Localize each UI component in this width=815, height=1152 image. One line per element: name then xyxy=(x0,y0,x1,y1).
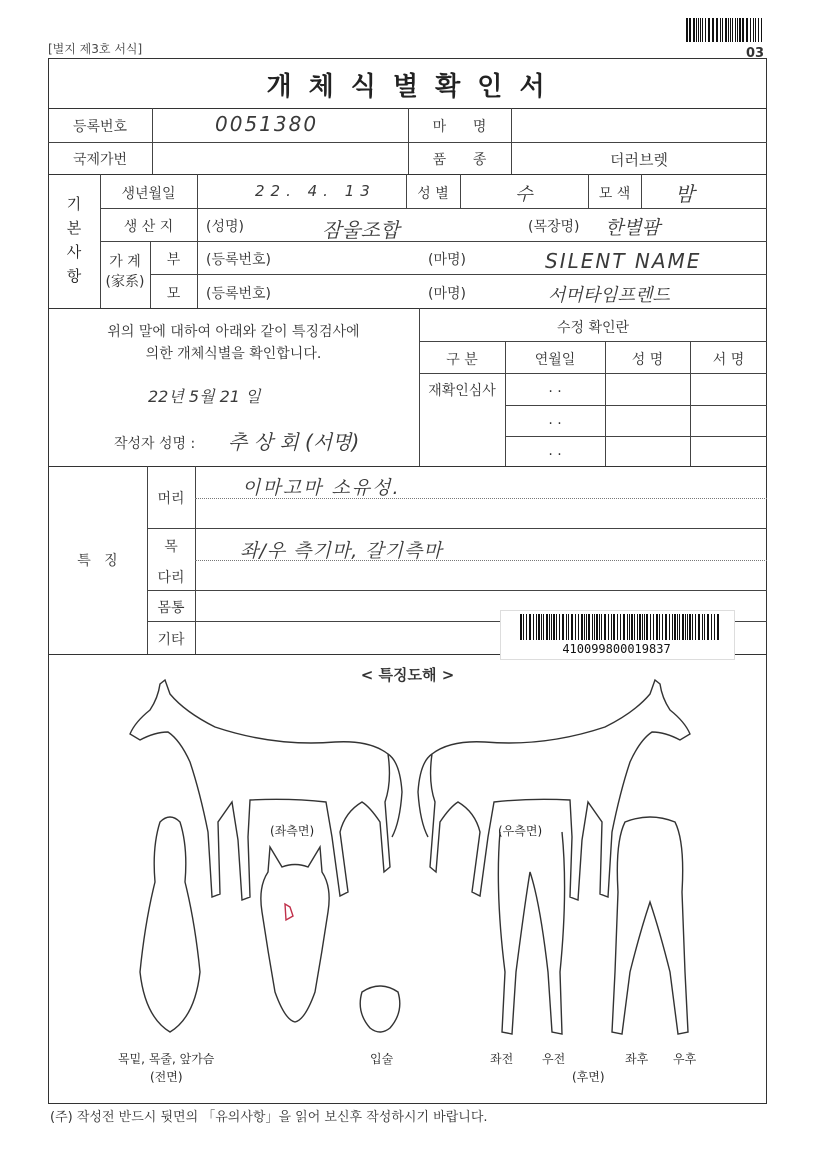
top-barcode xyxy=(686,18,764,42)
birth-date-value: 22. 4. 13 xyxy=(255,182,376,200)
revision-header-name: 성 명 xyxy=(631,352,664,368)
ranch-tag: (목장명) xyxy=(528,219,580,235)
breed-value: 더러브렛 xyxy=(610,151,668,169)
dam-name-value: 서머타임프렌드 xyxy=(548,285,670,306)
front-caption: 목밑, 목줄, 앞가슴 xyxy=(118,1052,215,1066)
head-label: 머리 xyxy=(157,491,185,507)
dam-reg-tag: (등록번호) xyxy=(206,286,272,302)
body-label: 몸통 xyxy=(157,600,185,616)
breed-label: 품 종 xyxy=(432,152,487,168)
revision-header-date: 연월일 xyxy=(534,352,576,368)
lips-label: 입술 xyxy=(370,1052,394,1066)
diagram-title: < 특징도해 > xyxy=(360,666,455,684)
reg-number-label: 등록번호 xyxy=(72,119,128,135)
writer-signature: 추 상 회 (서명) xyxy=(228,430,360,454)
form-tag: [별지 제3호 서식] xyxy=(48,42,143,56)
revision-dots-2: . . xyxy=(548,412,562,428)
etc-label: 기타 xyxy=(157,632,185,648)
rear-view-icon xyxy=(612,817,688,1034)
rear-view-label: (후면) xyxy=(572,1070,605,1084)
head-front-icon xyxy=(261,847,329,1022)
confirm-text-1: 위의 말에 대하여 아래와 같이 특징검사에 xyxy=(107,324,360,340)
neck-front-icon xyxy=(140,817,200,1032)
dam-label: 모 xyxy=(166,286,181,302)
revision-header-sign: 서 명 xyxy=(712,352,745,368)
page-title: 개 체 식 별 확 인 서 xyxy=(266,72,549,102)
sire-reg-tag: (등록번호) xyxy=(206,252,272,268)
sire-name-value: SILENT NAME xyxy=(545,249,702,273)
features-section-label: 특 징 xyxy=(77,553,118,569)
page-number: 03 xyxy=(746,46,765,61)
lips-icon xyxy=(360,986,400,1032)
writer-label: 작성자 성명 : xyxy=(114,436,196,452)
neck-label: 목 xyxy=(164,539,178,555)
revision-dots-3: . . xyxy=(548,443,562,459)
revision-row-recheck: 재확인심사 xyxy=(428,383,496,399)
coat-color-value: 밤 xyxy=(675,182,695,206)
sex-label: 성 별 xyxy=(417,186,449,202)
confirm-date: 22년 5월 21 일 xyxy=(148,387,261,406)
barcode xyxy=(520,614,720,640)
left-hind-label: 좌후 xyxy=(625,1052,649,1066)
owner-tag: (성명) xyxy=(206,219,244,235)
owner-value: 잠울조합 xyxy=(322,218,400,242)
coat-color-label: 모 색 xyxy=(598,186,631,202)
left-side-label: (좌측면) xyxy=(270,824,315,838)
horse-diagram-icon xyxy=(100,672,720,1072)
pedigree-label: 가 계 (家系) xyxy=(105,254,145,290)
intl-pedigree-label: 국제가번 xyxy=(72,152,128,168)
revision-header-type: 구 분 xyxy=(446,352,478,368)
leg-label: 다리 xyxy=(157,570,185,586)
left-side-horse-icon xyxy=(130,680,402,900)
ranch-value: 한별팜 xyxy=(605,217,661,239)
footer-note: (주) 작성전 반드시 뒷면의 「유의사항」을 읽어 보신후 작성하시기 바랍니다. xyxy=(50,1110,488,1125)
reg-number-value: 0051380 xyxy=(215,112,319,136)
barcode-number: 410099800019837 xyxy=(562,642,671,656)
confirm-text-2: 의한 개체식별을 확인합니다. xyxy=(145,346,322,362)
right-front-label: 우전 xyxy=(542,1052,566,1066)
dam-horse-tag: (마명) xyxy=(428,286,466,302)
birth-date-label: 생년월일 xyxy=(121,186,176,202)
left-front-label: 좌전 xyxy=(490,1052,514,1066)
right-side-label: (우측면) xyxy=(498,824,543,838)
revision-title: 수정 확인란 xyxy=(556,320,630,336)
horse-name-label: 마 명 xyxy=(432,119,487,135)
right-hind-label: 우후 xyxy=(673,1052,697,1066)
birthplace-label: 생 산 지 xyxy=(123,219,174,235)
head-value: 이마고마 소유성. xyxy=(242,477,401,499)
front-legs-icon xyxy=(498,832,564,1034)
neck-value: 좌/우 측기마, 갈기측마 xyxy=(240,540,443,562)
right-side-horse-icon xyxy=(418,680,690,900)
sire-horse-tag: (마명) xyxy=(428,252,466,268)
basic-section-label: 기 본 사 항 xyxy=(66,195,82,285)
revision-dots-1: . . xyxy=(548,380,562,396)
front-view-label: (전면) xyxy=(150,1070,183,1084)
sex-value: 수 xyxy=(515,184,533,205)
sire-label: 부 xyxy=(166,252,181,268)
